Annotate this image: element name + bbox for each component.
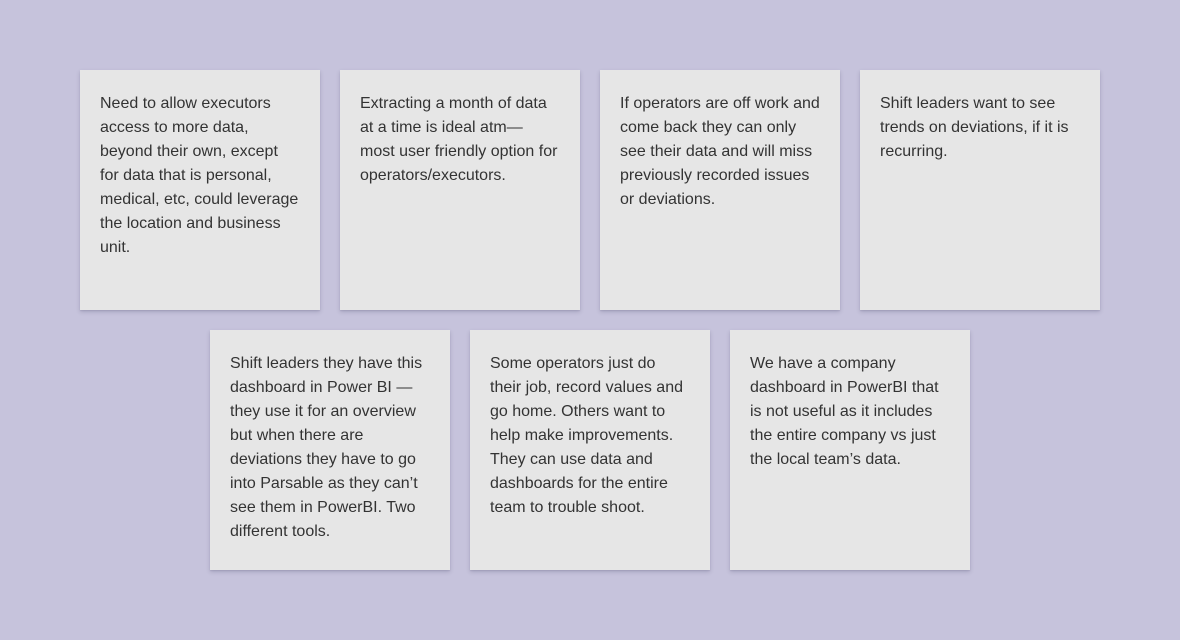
sticky-note[interactable] — [80, 70, 320, 310]
sticky-note-text: If operators are off work and come back they can only see their data and will miss previously recorded issues or deviations. — [620, 95, 820, 208]
sticky-note[interactable] — [730, 330, 970, 570]
sticky-note-text: We have a company dashboard in PowerBI that is not useful as it includes the entire company vs just the local team’s data. — [750, 355, 939, 468]
sticky-note-text: Extracting a month of data at a time is ideal atm— most user friendly option for operators/executors. — [360, 95, 558, 184]
sticky-note[interactable] — [210, 330, 450, 570]
sticky-note[interactable] — [470, 330, 710, 570]
sticky-note[interactable] — [600, 70, 840, 310]
sticky-note-text: Shift leaders want to see trends on deviations, if it is recurring. — [880, 95, 1069, 160]
sticky-note-text: Shift leaders they have this dashboard in Power BI —they use it for an overview but when there are deviations they have to go into Parsable as they can’t see them in PowerBI. Two different tools. — [230, 355, 423, 540]
sticky-note[interactable] — [860, 70, 1100, 310]
sticky-note[interactable] — [340, 70, 580, 310]
sticky-note-text: Some operators just do their job, record values and go home. Others want to help make improvements. They can use data and dashboards for the entire team to trouble shoot. — [490, 355, 683, 516]
sticky-note-text: Need to allow executors access to more data, beyond their own, except for data that is personal, medical, etc, could leverage the location and business unit. — [100, 95, 299, 256]
